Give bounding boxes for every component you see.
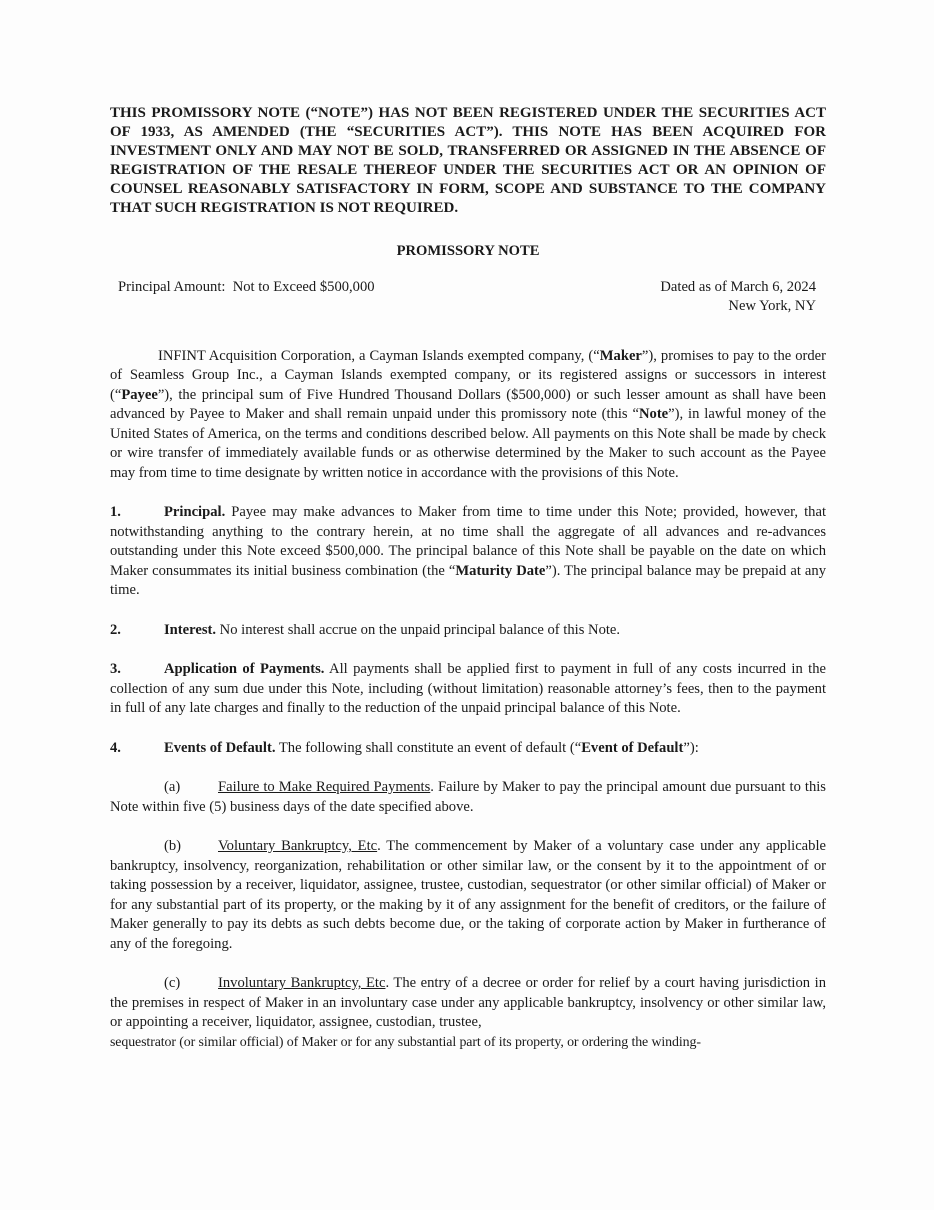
- subsection-b: (b) Voluntary Bankruptcy, Etc. The commencement by Maker of a voluntary case under any applicable bankruptcy, insolvency, reorganization, rehabilitation or other similar law, or the consent by it to the appointment of or taking possession by a receiver, liquidator, assignee, trustee, custodian, sequestrator (or other similar official) of Maker or for any substantial part of its property, or the making by it of any assignment for the benefit of creditors, or the failure of Maker generally to pay its debts as such debts become due, or the taking of corporate action by Maker in furtherance of any of the foregoing.: [110, 838, 826, 952]
- dated: Dated as of March 6, 2024: [660, 278, 816, 295]
- section-heading: Events of Default.: [164, 739, 276, 756]
- subsection-c-last-line: sequestrator (or similar official) of Maker or for any substantial part of its property, or ordering the winding-: [110, 1034, 701, 1050]
- section-heading: Principal.: [164, 504, 226, 520]
- term-maturity-date: Maturity Date: [455, 562, 546, 579]
- section-interest: 2. Interest. No interest shall accrue on the unpaid principal balance of this Note.: [110, 621, 826, 641]
- term-payee: Payee: [121, 386, 158, 403]
- section-number: 1.: [110, 504, 121, 520]
- section-heading: Interest.: [164, 621, 217, 638]
- document-title: PROMISSORY NOTE: [396, 243, 540, 259]
- subsection-a: (a) Failure to Make Required Payments. Failure by Maker to pay the principal amount due pursuant to this Note within five (5) business days of the date specified above.: [110, 779, 826, 815]
- location: New York, NY: [728, 298, 816, 314]
- subsection-heading: Involuntary Bankruptcy, Etc: [218, 975, 386, 991]
- term-note: Note: [638, 406, 669, 422]
- subsection-heading: Failure to Make Required Payments: [218, 779, 431, 795]
- subsection-label: (b): [164, 838, 182, 854]
- securities-legend: THIS PROMISSORY NOTE (“NOTE”) HAS NOT BEEN REGISTERED UNDER THE SECURITIES ACT OF 1933, AS AMENDED (THE “SECURITIES ACT”). THIS NOTE HAS BEEN ACQUIRED FOR INVESTMENT ONLY AND MAY NOT BE SOLD, TRANSFERRED OR ASSIGNED IN THE ABSENCE OF REGISTRATION OF THE RESALE THEREOF UNDER THE SECURITIES ACT OR AN OPINION OF COUNSEL REASONABLY SATISFACTORY IN FORM, SCOPE AND SUBSTANCE TO THE COMPANY THAT SUCH REGISTRATION IS NOT REQUIRED.: [110, 105, 826, 216]
- date-location: [660, 278, 816, 317]
- document-body: [110, 104, 826, 1052]
- section-number: 4.: [110, 739, 121, 756]
- term-event-of-default: Event of Default: [581, 739, 684, 756]
- section-events-of-default: 4. Events of Default. The following shall constitute an event of default (“Event of Default”):: [110, 739, 826, 759]
- subsection-c: (c) Involuntary Bankruptcy, Etc. The entry of a decree or order for relief by a court having jurisdiction in the premises in respect of Maker in an involuntary case under any applicable bankruptcy, insolvency or other similar law, or appointing a receiver, liquidator, assignee, custodian, trustee,: [110, 975, 826, 1030]
- principal-amount: Principal Amount: Not to Exceed $500,000: [118, 278, 375, 295]
- subsection-heading: Voluntary Bankruptcy, Etc: [218, 838, 378, 854]
- term-maker: Maker: [599, 347, 642, 364]
- note-meta: [110, 278, 826, 317]
- intro-paragraph: INFINT Acquisition Corporation, a Cayman Islands exempted company, (“Maker”), promises to pay to the order of Seamless Group Inc., a Cayman Islands exempted company, or its registered assigns or successors in interest (“Payee”), the principal sum of Five Hundred Thousand Dollars ($500,000) or such lesser amount as shall have been advanced by Payee to Maker and shall remain unpaid under this promissory note (this “Note”), in lawful money of the United States of America, on the terms and conditions described below. All payments on this Note shall be made by check or wire transfer of immediately available funds or as otherwise determined by the Maker to such account as the Payee may from time to time designate by written notice in accordance with the provisions of this Note.: [110, 347, 827, 481]
- section-application-of-payments: 3. Application of Payments. All payments shall be applied first to payment in full of any costs incurred in the collection of any sum due under this Note, including (without limitation) reasonable attorney’s fees, then to the payment in full of any late charges and finally to the reduction of the unpaid principal balance of this Note.: [110, 661, 827, 716]
- section-number: 2.: [110, 621, 121, 638]
- section-heading: Application of Payments.: [164, 661, 325, 677]
- subsection-label: (c): [164, 975, 181, 991]
- subsection-label: (a): [164, 779, 181, 795]
- section-principal: 1. Principal. Payee may make advances to Maker from time to time under this Note; provided, however, that notwithstanding anything to the contrary herein, at no time shall the aggregate of all advances and re-advances outstanding under this Note exceed $500,000. The principal balance of this Note shall be payable on the date on which Maker consummates its initial business combination (the “Maturity Date”). The principal balance may be prepaid at any time.: [110, 504, 827, 598]
- section-number: 3.: [110, 661, 121, 677]
